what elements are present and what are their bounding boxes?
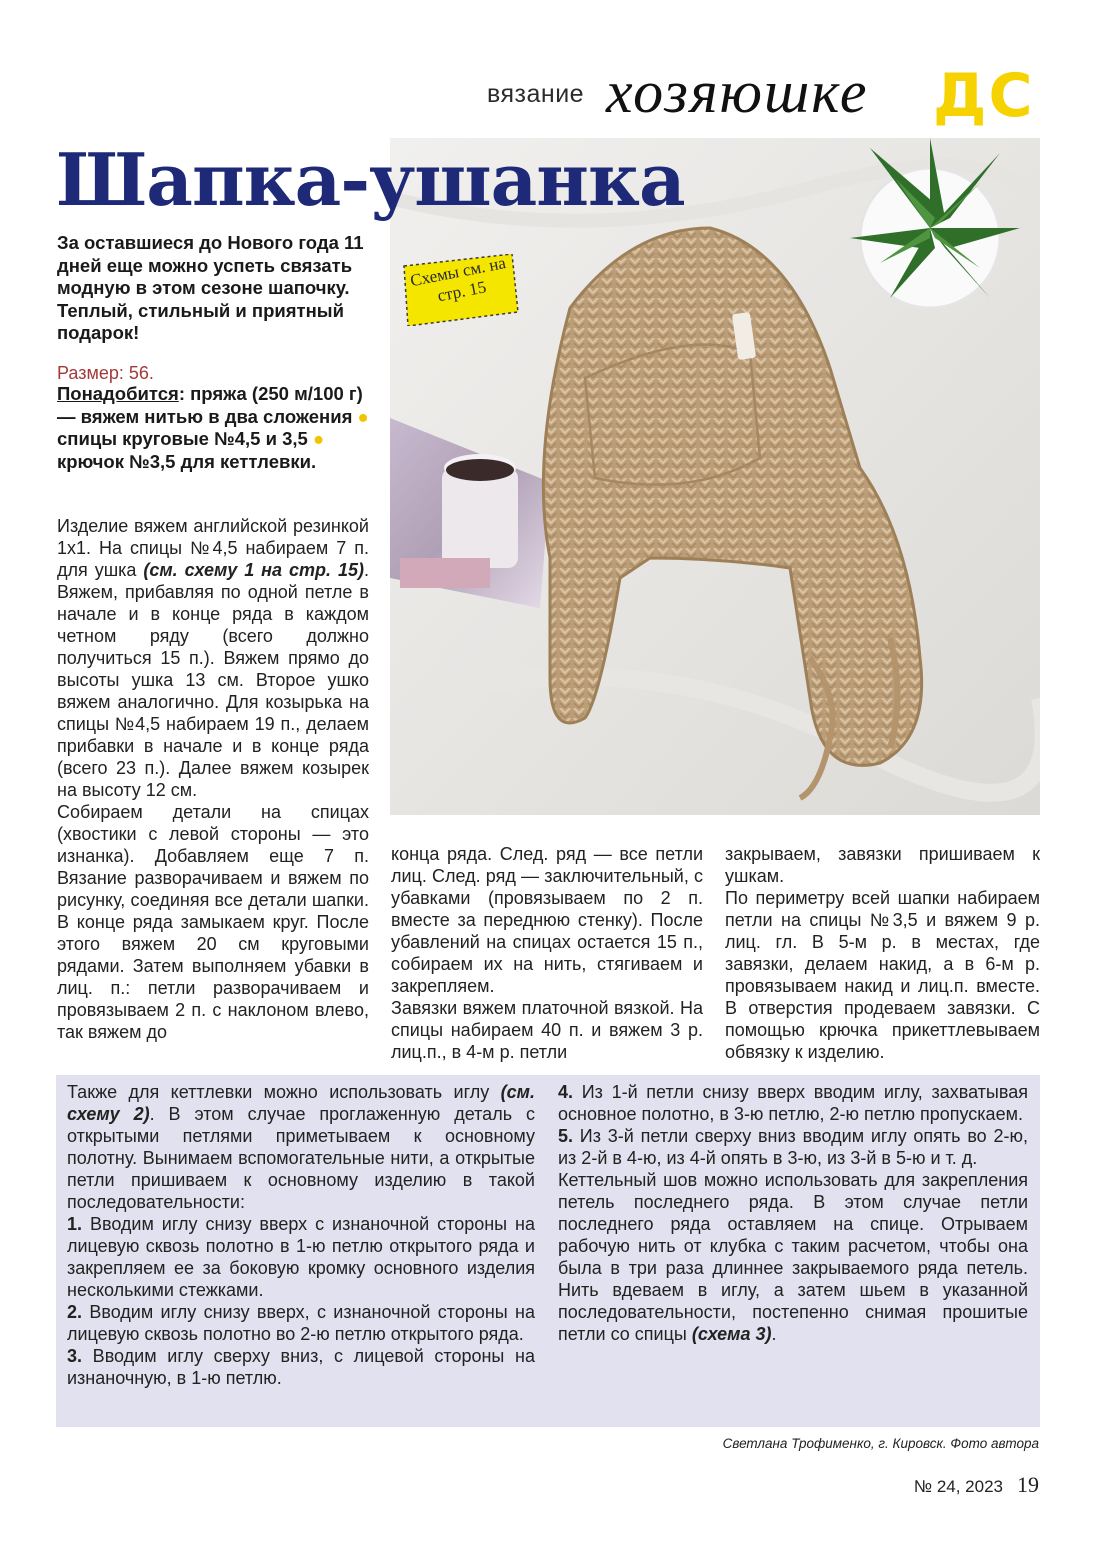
text: Кеттельный шов можно использовать для закрепления петель последнего ряда. В этом случае петли последнего ряда оставляем на спице. Отрываем рабочую нить от клубка с таким расчетом, чтобы она была в три раза длиннее закрываемого ряда петель. Нить вдеваем в иглу, а затем шьем в указанной последовательности, постепенно снимая прошитые петли со спицы — [558, 1170, 1028, 1344]
paragraph — [57, 515, 369, 801]
materials-hook: крючок №3,5 для кеттлевки. — [57, 450, 317, 472]
step-3 — [67, 1345, 535, 1389]
box-column-left — [67, 1081, 535, 1389]
step-2 — [67, 1301, 535, 1345]
step-number: 2. — [67, 1302, 83, 1322]
bullet-icon: ● — [357, 405, 369, 427]
step-text: Вводим иглу сверху вниз, с лицевой стороны на изнаночную, в 1-ю петлю. — [67, 1346, 535, 1388]
paragraph: Завязки вяжем платочной вязкой. На спицы набираем 40 п. и вяжем 3 р. лиц.п., в 4-м р. петли — [391, 998, 703, 1062]
scheme-reference: (см. схему 1 на стр. 15) — [143, 560, 364, 580]
step-text: Вводим иглу снизу вверх, с изнаночной стороны на лицевую сквозь полотно во 2-ю петлю открытого ряда. — [67, 1302, 535, 1344]
instructions-column-1 — [57, 515, 369, 1043]
step-text: Из 1-й петли снизу вверх вводим иглу, захватывая основное полотно, в 3-ю петлю, 2-ю петлю пропускаем. — [558, 1082, 1028, 1124]
size-line: Размер: 56. — [57, 363, 154, 383]
magazine-logo — [933, 61, 1041, 131]
text: . Вяжем, прибавляя по одной петле в начале и в конце ряда в каждом четном ряду (всего должно получиться 15 п.). Вяжем прямо до высоты ушка 13 см. Второе ушко вяжем аналогично. Для козырька на спицы №4,5 набираем 19 п., делаем прибавки в начале и в конце ряда (всего 23 п.). Далее вяжем козырек на высоту 12 см. — [57, 560, 369, 800]
step-5 — [558, 1125, 1028, 1169]
materials-needles: спицы круговые №4,5 и 3,5 — [57, 428, 308, 449]
scheme-reference: (см. схему 2) — [67, 1082, 535, 1124]
step-number: 1. — [67, 1214, 83, 1234]
text: Изделие вяжем английской резинкой 1х1. На спицы №4,5 набираем 7 п. для ушка — [57, 516, 369, 580]
paragraph: конца ряда. След. ряд — все петли лиц. След. ряд — заключительный, с убавками (провязываем по 2 п. вместе за переднюю стенку). После убавлений на спицах остается 15 п., собираем их на нить, стягиваем и закрепляем. — [391, 844, 703, 996]
page-number: 19 — [1017, 1472, 1039, 1497]
step-1 — [67, 1213, 535, 1301]
step-number: 5. — [558, 1126, 574, 1146]
paragraph — [67, 1081, 535, 1213]
instructions-column-2 — [391, 843, 703, 1063]
text: Также для кеттлевки можно использовать иглу — [67, 1082, 501, 1102]
lead-paragraph: За оставшиеся до Нового года 11 дней еще можно успеть связать модную в этом сезоне шапочку. Теплый, стильный и приятный подарок! — [57, 232, 364, 343]
paragraph — [558, 1169, 1028, 1345]
materials-list — [57, 383, 377, 473]
page-footer — [914, 1472, 1039, 1498]
page-title: Шапка-ушанка — [56, 137, 685, 222]
paragraph: Собираем детали на спицах (хвостики с левой стороны — это изнанка). Добавляем еще 7 п. Вязание разворачиваем и вяжем по рисунку, соединяя все детали шапки. В конце ряда замыкаем круг. После этого вяжем 20 см круговыми рядами. Затем выполняем убавки в лиц. п.: петли разворачиваем и провязываем 2 п. с наклоном влево, так вяжем до — [57, 802, 369, 1042]
paragraph: закрываем, завязки пришиваем к ушкам. — [725, 844, 1040, 886]
bullet-icon: ● — [312, 428, 325, 449]
step-text: Вводим иглу снизу вверх с изнаночной стороны на лицевую сквозь полотно в 1-ю петлю открытого ряда и закрепляем ее за боковую кромку основного изделия несколькими стежками. — [67, 1214, 535, 1300]
logo-text: ДС — [933, 61, 1035, 131]
instructions-column-3 — [725, 843, 1040, 1063]
paragraph: По периметру всей шапки набираем петли на спицы №3,5 и вяжем 9 р. лиц. гл. В 5-м р. в местах, где завязки, делаем накид, а в 6-м р. провязываем накид и лиц.п. вместе. В отверстия продеваем завязки. С помощью крючка прикеттлевываем обвязку к изделию. — [725, 888, 1040, 1062]
text: . — [771, 1324, 777, 1344]
schemes-badge — [400, 254, 520, 326]
materials-label: Понадобится — [57, 383, 179, 404]
materials-yarn: : пряжа (250 м/100 г) — вяжем нитью в два сложения — [57, 383, 363, 427]
step-number: 3. — [67, 1346, 83, 1366]
step-number: 4. — [558, 1082, 574, 1102]
rubric-title: хозяюшке — [606, 59, 869, 125]
text: . В этом случае проглаженную деталь с открытыми петлями приметываем к основному полотну. Вынимаем вспомогательные нити, а открытые петли пришиваем к основному изделию в такой последовательности: — [67, 1104, 535, 1212]
step-4 — [558, 1081, 1028, 1125]
issue-number: № 24, 2023 — [913, 1477, 1003, 1496]
section-label: вязание — [487, 80, 585, 108]
step-text: Из 3-й петли сверху вниз вводим иглу опять во 2-ю, из 2-й в 4-ю, из 4-й опять в 3-ю, из 3-й в 5-ю и т. д. — [558, 1126, 1028, 1168]
box-column-right — [558, 1081, 1028, 1345]
author-credit: Светлана Трофименко, г. Кировск. Фото автора — [722, 1436, 1039, 1451]
hat-photo — [390, 138, 1040, 815]
scheme-reference: (схема 3) — [691, 1324, 772, 1344]
badge-text: Схемы см. на стр. 15 — [408, 253, 508, 306]
